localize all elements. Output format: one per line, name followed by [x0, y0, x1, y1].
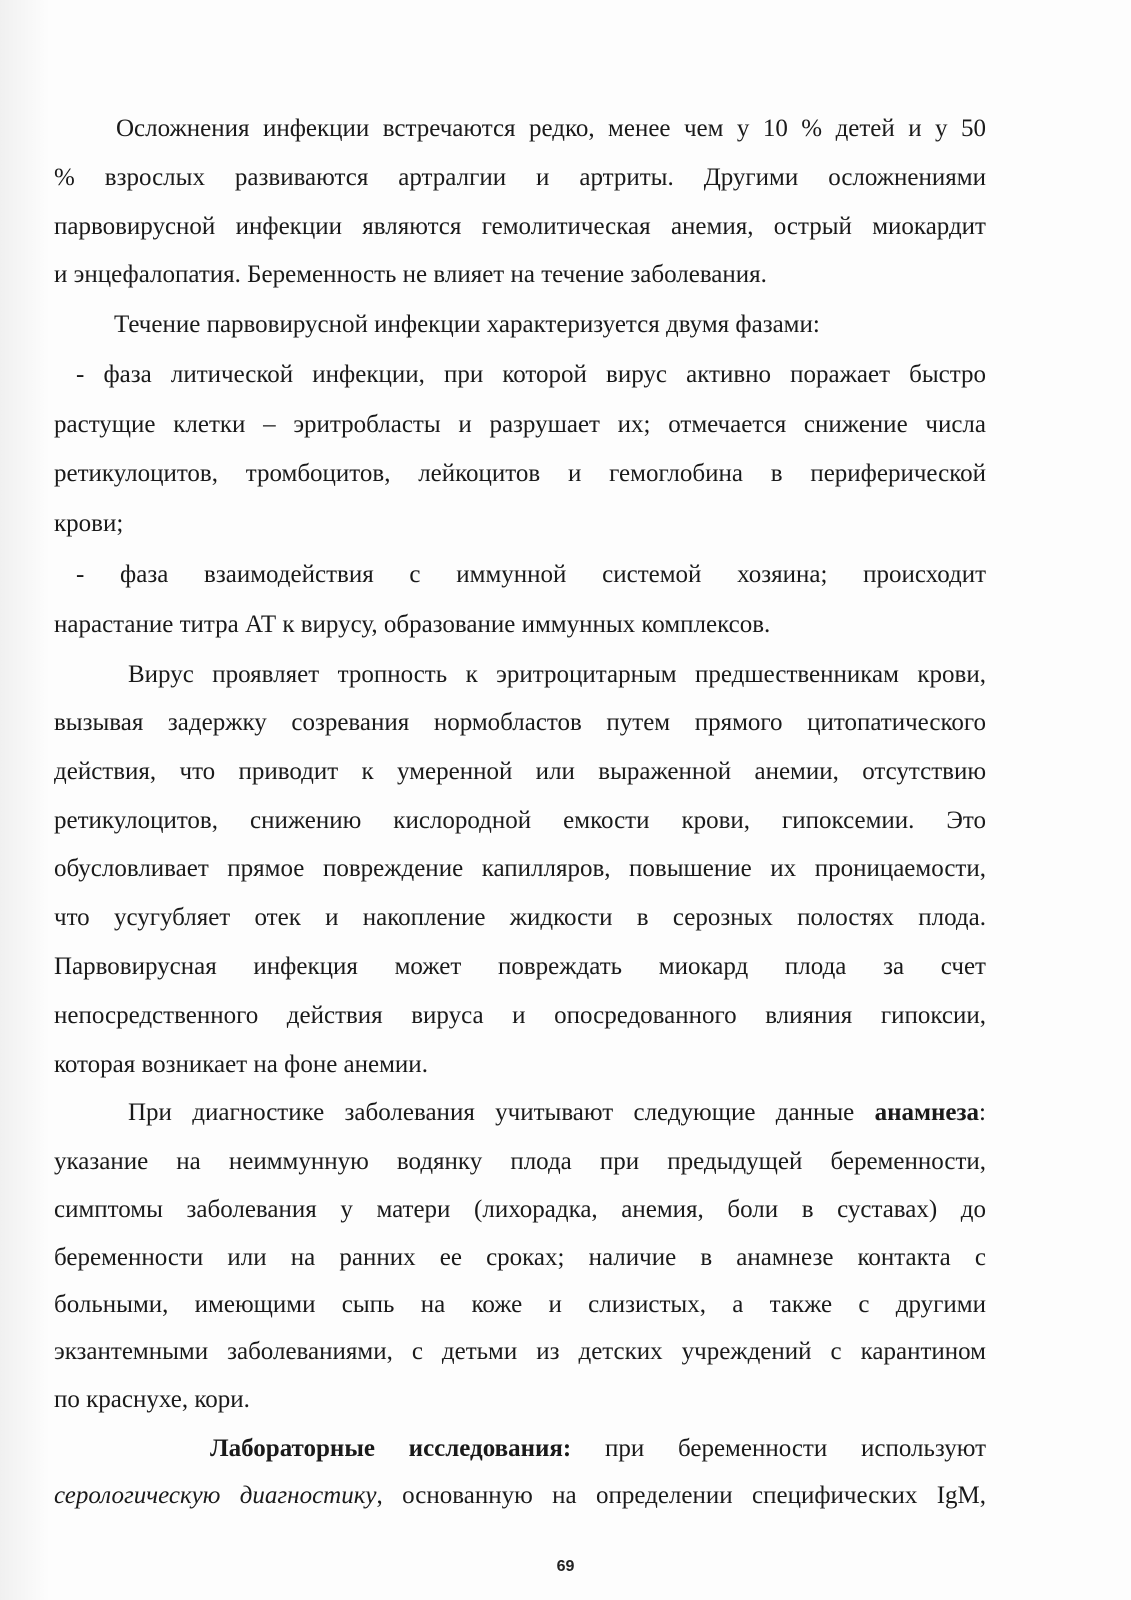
- anamnesis-colon: :: [979, 1099, 986, 1126]
- anamnesis-heading-line: [128, 1096, 986, 1130]
- text-line: % взрослых развиваются артралгии и артриты. Другими осложнениями: [54, 164, 986, 191]
- lab-term: Лабораторные исследования:: [210, 1435, 572, 1462]
- text-line: обусловливает прямое повреждение капилляров, повышение их проницаемости,: [54, 855, 986, 882]
- serology-line: [54, 1479, 986, 1513]
- text-line: Осложнения инфекции встречаются редко, менее чем у 10 % детей и у 50: [116, 115, 986, 142]
- text-line: Вирус проявляет тропность к эритроцитарным предшественникам крови,: [128, 661, 986, 688]
- text-line: непосредственного действия вируса и опосредованного влияния гипоксии,: [54, 1002, 986, 1029]
- text-line: экзантемными заболеваниями, с детьми из детских учреждений с карантином: [54, 1338, 986, 1365]
- text-line: - фаза литической инфекции, при которой вирус активно поражает быстро: [76, 361, 986, 388]
- text-line: действия, что приводит к умеренной или выраженной анемии, отсутствию: [54, 758, 986, 785]
- page-number: 69: [556, 1558, 575, 1575]
- text-line: и энцефалопатия. Беременность не влияет на течение заболевания.: [54, 261, 767, 288]
- anamnesis-intro: При диагностике заболевания учитывают следующие данные: [128, 1099, 875, 1126]
- text-line: ретикулоцитов, тромбоцитов, лейкоцитов и гемоглобина в периферической: [54, 460, 986, 487]
- text-line: парвовирусной инфекции являются гемолитическая анемия, острый миокардит: [54, 213, 986, 240]
- text-line: Течение парвовирусной инфекции характеризуется двумя фазами:: [114, 311, 820, 338]
- text-line: по краснухе, кори.: [54, 1386, 250, 1413]
- text-line: нарастание титра АТ к вирусу, образование иммунных комплексов.: [54, 611, 771, 638]
- text-line: которая возникает на фоне анемии.: [54, 1051, 428, 1078]
- serology-term: серологическую диагностику: [54, 1482, 377, 1509]
- text-line: растущие клетки – эритробласты и разрушает их; отмечается снижение числа: [54, 411, 986, 438]
- text-line: - фаза взаимодействия с иммунной системой хозяина; происходит: [76, 561, 986, 588]
- text-line: указание на неиммунную водянку плода при предыдущей беременности,: [54, 1148, 986, 1175]
- text-line: что усугубляет отек и накопление жидкости в серозных полостях плода.: [54, 904, 986, 931]
- text-line: симптомы заболевания у матери (лихорадка, анемия, боли в суставах) до: [54, 1196, 986, 1223]
- text-line: Парвовирусная инфекция может повреждать миокард плода за счет: [54, 953, 986, 980]
- serology-rest: , основанную на определении специфических IgM,: [376, 1482, 987, 1509]
- text-line: больными, имеющими сыпь на коже и слизистых, а также с другими: [54, 1291, 986, 1318]
- lab-rest: при беременности используют: [571, 1435, 986, 1462]
- text-line: ретикулоцитов, снижению кислородной емкости крови, гипоксемии. Это: [54, 807, 986, 834]
- anamnesis-term: анамнеза: [874, 1099, 980, 1126]
- lab-heading-line: [210, 1432, 986, 1466]
- text-line: беременности или на ранних ее сроках; наличие в анамнезе контакта с: [54, 1244, 986, 1271]
- text-line: вызывая задержку созревания нормобластов путем прямого цитопатического: [54, 709, 986, 736]
- text-line: крови;: [54, 510, 124, 537]
- scan-edge-shadow: [0, 0, 50, 1600]
